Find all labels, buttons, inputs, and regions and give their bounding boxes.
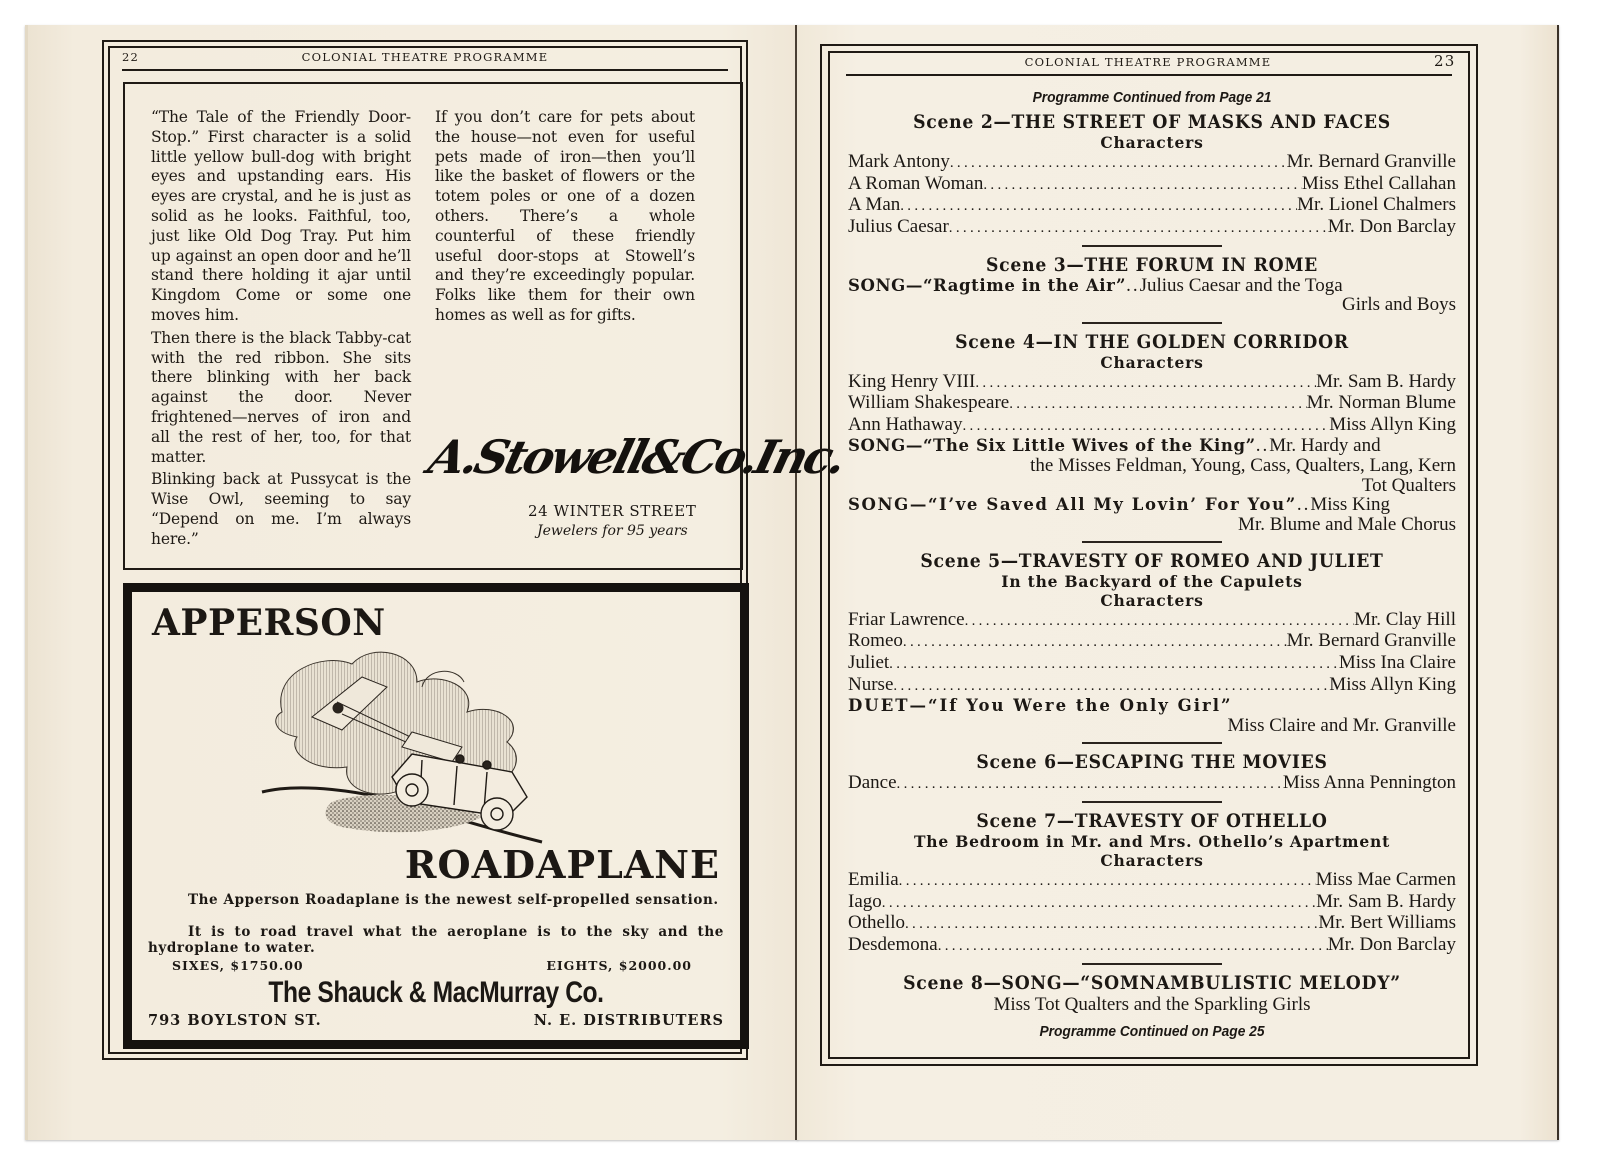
price-sixes: SIXES, $1750.00 — [172, 958, 304, 973]
scene-subheading: The Bedroom in Mr. and Mrs. Othello’s Apartment — [913, 831, 1391, 851]
dealer-role: N. E. DISTRIBUTERS — [533, 1012, 724, 1029]
role: Emilia — [848, 868, 899, 890]
ad-paragraph: If you don’t care for pets about the house—not even for useful pets made of iron—then you’ll like the basket of flowers or the totem poles or one of a dozen others. There’s a whole counterful of these friendly useful door-stops at Stowell’s and they’re exceedingly popular. Folks like them for their own homes as well as for gifts. — [435, 108, 695, 324]
role: Desdemona — [848, 933, 938, 955]
dot-leader — [893, 677, 1329, 697]
scene-divider — [1082, 541, 1222, 543]
actor: Mr. Clay Hill — [1354, 608, 1456, 630]
apperson-advertisement — [123, 583, 749, 1049]
dot-leader — [963, 417, 1330, 437]
duet-title: DUET—“If You Were the Only Girl” — [848, 696, 1233, 716]
actor: Mr. Don Barclay — [1327, 933, 1456, 955]
binding-gutter — [795, 25, 797, 1140]
dot-leader — [903, 633, 1287, 653]
dot-leader — [889, 655, 1339, 675]
dealer-address: 793 BOYLSTON ST. — [148, 1012, 322, 1029]
ad-paragraph: Then there is the black Tabby-cat with the red ribbon. She sits there blinking with her back against the door. Never frightened—nerves of iron and all the rest of her, too, for that matter. — [151, 328, 411, 466]
running-head-left: COLONIAL THEATRE PROGRAMME — [301, 50, 549, 64]
cast-row — [848, 653, 1456, 675]
actor: Mr. Lionel Chalmers — [1297, 194, 1456, 216]
role: Nurse — [848, 673, 894, 695]
role: Iago — [848, 890, 882, 912]
cast-row — [848, 415, 1456, 437]
ad-title: APPERSON — [152, 602, 386, 644]
dot-leader — [897, 775, 1283, 795]
song-performers: Miss King — [1310, 494, 1391, 516]
ad-paragraph: Blinking back at Pussycat is the Wise Owl, seeming to say “Depend on me. I’m always here.” — [151, 470, 411, 548]
header-rule-right — [846, 74, 1452, 76]
dot-leader — [938, 937, 1328, 957]
song-performers: Julius Caesar and the Toga — [1139, 274, 1343, 296]
song-title: SONG—“The Six Little Wives of the King” — [848, 436, 1256, 456]
running-head-right: COLONIAL THEATRE PROGRAMME — [1024, 55, 1272, 69]
dot-leader — [949, 219, 1328, 239]
cast-row — [848, 610, 1456, 632]
cast-row — [848, 870, 1456, 892]
song-performers-cont: Tot Qualters — [1361, 474, 1456, 496]
cast-row — [848, 913, 1456, 935]
actor: Mr. Don Barclay — [1327, 215, 1456, 237]
dot-leader — [965, 612, 1355, 632]
actor: Miss Mae Carmen — [1315, 868, 1456, 890]
actor: Miss Ethel Callahan — [1301, 172, 1456, 194]
cast-row — [848, 152, 1456, 174]
role: Othello — [848, 912, 905, 934]
cast-row — [848, 372, 1456, 394]
cast-row — [848, 631, 1456, 653]
stowell-address: 24 WINTER STREET — [528, 502, 697, 520]
characters-label: Characters — [1100, 133, 1204, 152]
role: King Henry VIII — [848, 370, 976, 392]
scene-divider — [1082, 801, 1222, 803]
role: Julius Caesar — [848, 215, 949, 237]
cast-row — [848, 393, 1456, 415]
role: Romeo — [848, 630, 903, 652]
dot-leader — [975, 374, 1316, 394]
continued-from-note: Programme Continued from Page 21 — [1032, 90, 1272, 106]
role: Ann Hathaway — [848, 413, 963, 435]
scene-divider — [1082, 963, 1222, 965]
scene-divider — [1082, 742, 1222, 744]
actor: Mr. Bernard Granville — [1286, 151, 1456, 172]
actor: Miss Anna Pennington — [1282, 771, 1456, 793]
actor: Mr. Bernard Granville — [1286, 630, 1456, 652]
ad-paragraph: “The Tale of the Friendly Door-Stop.” First character is a solid little yellow bull-dog with bright eyes and upstanding ears. His eyes are crystal, and he is just as solid as he looks. Faithful, too, just like Old Dog Tray. Put him up against an open door and he’ll stand there holding it ajar until Kingdom Come or some one moves him. — [151, 108, 411, 324]
scene-heading: Scene 3—THE FORUM IN ROME — [986, 254, 1318, 276]
scene-heading: Scene 2—THE STREET OF MASKS AND FACES — [913, 112, 1391, 133]
dealer-footer — [148, 1012, 724, 1029]
dot-leader: .. — [1296, 494, 1311, 516]
stowell-tagline: Jewelers for 95 years — [537, 523, 688, 539]
cast-row — [848, 935, 1456, 957]
role: William Shakespeare — [848, 392, 1010, 414]
cast-row — [848, 892, 1456, 914]
page-number-right: 23 — [1434, 52, 1456, 70]
duet-performers: Miss Claire and Mr. Granville — [1227, 714, 1456, 736]
duet-row — [848, 696, 1456, 716]
characters-label: Characters — [1100, 352, 1204, 372]
song-performers-cont: Mr. Blume and Male Chorus — [1238, 513, 1456, 535]
ad-copy-1 — [148, 892, 724, 908]
actor: Miss Allyn King — [1329, 673, 1456, 695]
role: Juliet — [848, 652, 890, 673]
dot-leader — [899, 872, 1316, 892]
actor: Miss Ina Claire — [1338, 652, 1456, 673]
dot-leader — [882, 894, 1316, 914]
roadaplane-illustration-icon — [242, 642, 622, 852]
ad-column-1 — [151, 108, 411, 553]
page-number-left: 22 — [122, 50, 140, 64]
actor: Miss Allyn King — [1329, 413, 1456, 435]
song-row — [848, 436, 1456, 456]
stowell-advertisement — [123, 82, 743, 570]
scene-heading: Scene 8—SONG—“SOMNAMBULISTIC MELODY” — [903, 972, 1401, 994]
characters-label: Characters — [1100, 590, 1204, 610]
song-performers-cont: the Misses Feldman, Young, Cass, Qualters, Lang, Kern — [1030, 454, 1456, 476]
scene-heading: Scene 6—ESCAPING THE MOVIES — [976, 751, 1328, 773]
characters-label: Characters — [1100, 850, 1204, 870]
song-row — [848, 495, 1456, 515]
song-title: SONG—“Ragtime in the Air” — [848, 275, 1127, 295]
actor: Mr. Norman Blume — [1306, 392, 1456, 414]
scene-divider — [1082, 322, 1222, 324]
header-rule-left — [122, 69, 728, 71]
cast-row — [848, 174, 1456, 196]
price-list — [172, 958, 692, 973]
continued-on-note: Programme Continued on Page 25 — [1039, 1023, 1265, 1040]
dot-leader — [950, 154, 1287, 174]
dealer-name: The Shauck & MacMurray Co. — [268, 976, 604, 1009]
dot-leader — [983, 176, 1302, 196]
scene-heading: Scene 5—TRAVESTY OF ROMEO AND JULIET — [920, 550, 1384, 572]
ad-copy-text: The Apperson Roadaplane is the newest self-propelled sensation. — [188, 892, 719, 908]
role: Dance — [848, 771, 897, 793]
cast-row — [848, 773, 1456, 795]
song-performers-cont: Girls and Boys — [1342, 294, 1456, 316]
role: Friar Lawrence — [848, 608, 965, 630]
cast-row — [848, 675, 1456, 697]
role: Mark Antony — [848, 151, 950, 172]
scene-divider — [1082, 245, 1222, 247]
song-row — [848, 276, 1456, 296]
stowell-signature-logo: A.Stowell&Co.Inc. — [423, 430, 850, 484]
actor: Mr. Sam B. Hardy — [1316, 890, 1456, 912]
actor: Mr. Bert Williams — [1318, 912, 1456, 934]
scene-heading: Scene 7—TRAVESTY OF OTHELLO — [976, 810, 1328, 832]
programme-listing — [848, 88, 1456, 1047]
role: A Roman Woman — [848, 172, 984, 194]
role: A Man — [848, 194, 901, 216]
song-performers: Mr. Hardy and — [1269, 435, 1381, 457]
scene-subheading: In the Backyard of the Capulets — [1001, 571, 1303, 591]
dot-leader: .. — [1126, 274, 1140, 296]
cast-row — [848, 217, 1456, 239]
ad-column-2 — [435, 108, 695, 329]
dot-leader — [905, 915, 1318, 935]
dot-leader — [1009, 395, 1306, 415]
dot-leader — [900, 197, 1297, 217]
price-eights: EIGHTS, $2000.00 — [546, 958, 692, 973]
ad-subtitle: ROADAPLANE — [404, 842, 720, 887]
scene-performers: Miss Tot Qualters and the Sparkling Girls — [993, 993, 1311, 1015]
dot-leader: .. — [1255, 435, 1270, 457]
ad-copy-2 — [148, 924, 724, 956]
scene-heading: Scene 4—IN THE GOLDEN CORRIDOR — [955, 331, 1349, 353]
actor: Mr. Sam B. Hardy — [1316, 370, 1456, 392]
cast-row — [848, 195, 1456, 217]
song-title: SONG—“I’ve Saved All My Lovin’ For You” — [848, 495, 1297, 515]
ad-copy-text: It is to road travel what the aeroplane is to the sky and the hydroplane to water. — [148, 924, 724, 956]
